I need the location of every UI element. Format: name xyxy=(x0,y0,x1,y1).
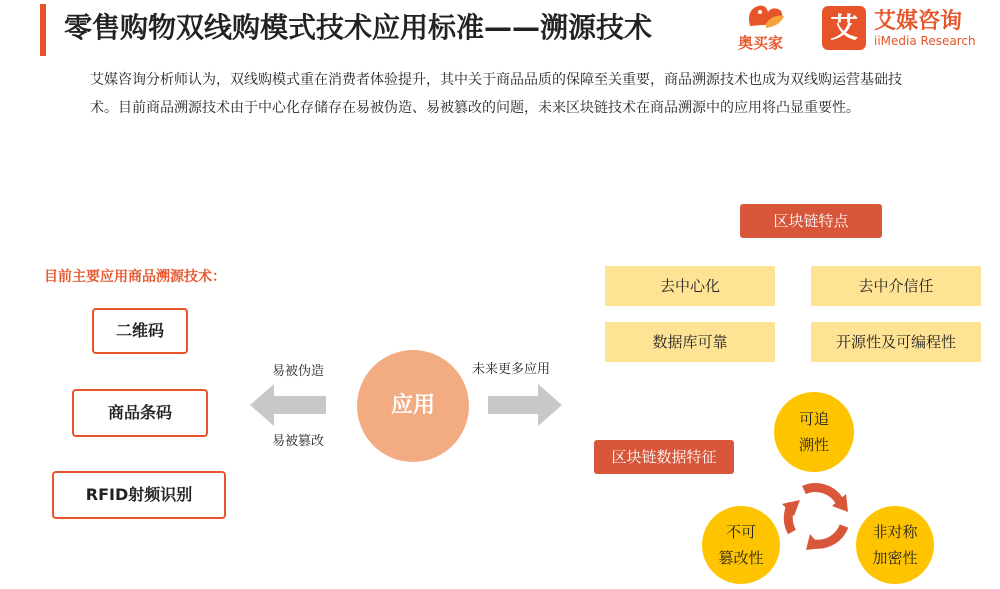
trait-traceable-line1: 可追 xyxy=(798,410,829,428)
trait-traceable-line2: 溯性 xyxy=(798,436,829,454)
trait-encryption-line1: 非对称 xyxy=(872,523,918,541)
trait-asymmetric-encryption xyxy=(856,506,934,584)
feature-trustless: 去中介信任 xyxy=(811,266,981,306)
iimedia-logo-cn: 艾媒咨询 xyxy=(874,9,963,34)
arrow-label-forged: 易被伪造 xyxy=(272,364,325,379)
blockchain-data-traits-label: 区块链数据特征 xyxy=(594,440,734,474)
trait-traceable xyxy=(774,392,854,472)
arrow-right-icon xyxy=(488,384,562,426)
tech-box-qrcode: 二维码 xyxy=(92,308,188,354)
aomaijia-bird-icon xyxy=(736,2,806,32)
trait-tamper-line2: 篡改性 xyxy=(718,549,764,567)
iimedia-logo-mark: 艾 xyxy=(822,6,866,50)
arrow-label-tampered: 易被篡改 xyxy=(272,434,325,449)
trait-tamper-proof xyxy=(702,506,780,584)
trait-tamper-line1: 不可 xyxy=(725,523,756,541)
intro-paragraph: 艾媒咨询分析师认为，双线购模式重在消费者体验提升，其中关于商品品质的保障至关重要，商品溯源技术也成为双线购运营基础技术。目前商品溯源技术由于中心化存储存在易被伪造、易被篡改的问题，未来区块链技术在商品溯源中的应用将凸显重要性。 xyxy=(90,72,902,116)
page-title: 零售购物双线购模式技术应用标准——溯源技术 xyxy=(64,11,653,44)
arrow-label-future: 未来更多应用 xyxy=(472,362,551,377)
current-tech-heading: 目前主要应用商品溯源技术： xyxy=(44,269,226,285)
arrow-left-icon xyxy=(250,384,326,426)
feature-open-programmable: 开源性及可编程性 xyxy=(811,322,981,362)
application-circle: 应用 xyxy=(357,350,469,462)
title-accent-bar xyxy=(40,4,46,56)
tech-box-barcode: 商品条码 xyxy=(72,389,208,437)
feature-reliable-db: 数据库可靠 xyxy=(605,322,775,362)
cycle-arrows-icon xyxy=(780,478,856,554)
aomaijia-logo-text: 奥买家 xyxy=(738,34,784,52)
tech-box-rfid: RFID射频识别 xyxy=(52,471,226,519)
feature-decentralized: 去中心化 xyxy=(605,266,775,306)
aomaijia-logo xyxy=(736,2,806,54)
blockchain-features-label: 区块链特点 xyxy=(740,204,882,238)
iimedia-logo-en: iiMedia Research xyxy=(874,34,976,48)
trait-encryption-line2: 加密性 xyxy=(872,549,918,567)
